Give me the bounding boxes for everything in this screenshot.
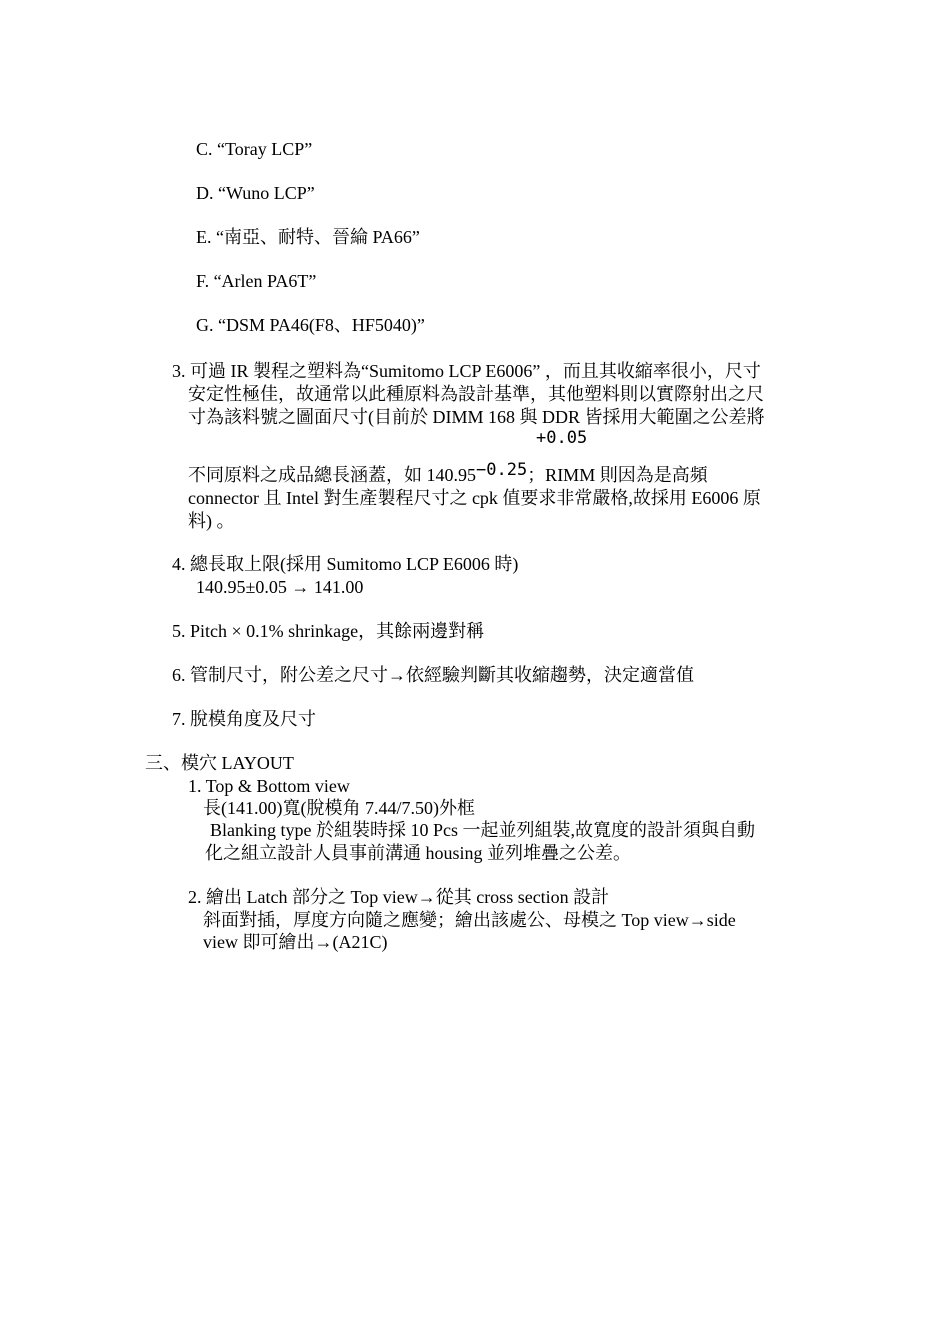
item-4-line-2: 140.95±0.05 → 141.00 <box>196 577 364 597</box>
tolerance-minus: −0.25 <box>476 460 528 480</box>
option-e: E. “南亞、耐特、晉綸 PA66” <box>196 227 420 247</box>
item-3-line-6: 料) 。 <box>188 511 235 531</box>
option-g: G. “DSM PA46(F8、HF5040)” <box>196 315 425 335</box>
tolerance-plus: +0.05 <box>536 428 588 448</box>
item-3-line-4 <box>188 460 708 486</box>
item-3-line-4-text: 不同原料之成品總長涵蓋，如 140.95 <box>188 465 476 485</box>
section-3-1-line-2: 長(141.00)寬(脫模角 7.44/7.50)外框 <box>203 798 475 818</box>
item-3-line-1: 3. 可過 IR 製程之塑料為“Sumitomo LCP E6006” ，而且其收縮率很小，尺寸 <box>172 361 761 381</box>
item-3-line-4-tail: ；RIMM 則因為是高頻 <box>527 465 708 485</box>
option-f: F. “Arlen PA6T” <box>196 271 317 291</box>
item-5: 5. Pitch × 0.1% shrinkage，其餘兩邊對稱 <box>172 621 485 641</box>
option-c: C. “Toray LCP” <box>196 139 313 159</box>
section-3-heading: 三、模穴 LAYOUT <box>145 753 294 773</box>
section-3-2-line-2: 斜面對插，厚度方向隨之應變；繪出該處公、母模之 Top view→side <box>203 910 736 930</box>
section-3-1-line-4: 化之組立設計人員事前溝通 housing 並列堆疊之公差。 <box>205 843 632 863</box>
item-4-line-1: 4. 總長取上限(採用 Sumitomo LCP E6006 時) <box>172 554 519 574</box>
item-6: 6. 管制尺寸，附公差之尺寸→依經驗判斷其收縮趨勢，決定適當值 <box>172 665 694 685</box>
section-3-2-line-1: 2. 繪出 Latch 部分之 Top view→從其 cross section 設計 <box>188 887 610 907</box>
section-3-1-line-1: 1. Top & Bottom view <box>188 776 350 796</box>
item-3-line-5: connector 且 Intel 對生產製程尺寸之 cpk 值要求非常嚴格,故採用 E6006 原 <box>188 488 761 508</box>
section-3-2-line-3: view 即可繪出→(A21C) <box>203 932 388 952</box>
item-7: 7. 脫模角度及尺寸 <box>172 709 316 729</box>
section-3-1-line-3: Blanking type 於組裝時採 10 Pcs 一起並列組裝,故寬度的設計須與自動 <box>210 820 755 840</box>
item-3-line-2: 安定性極佳，故通常以此種原料為設計基準，其他塑料則以實際射出之尺 <box>188 384 764 404</box>
option-d: D. “Wuno LCP” <box>196 183 315 203</box>
item-3-line-3: 寸為該料號之圖面尺寸(目前於 DIMM 168 與 DDR 皆採用大範圍之公差將 <box>188 407 765 427</box>
